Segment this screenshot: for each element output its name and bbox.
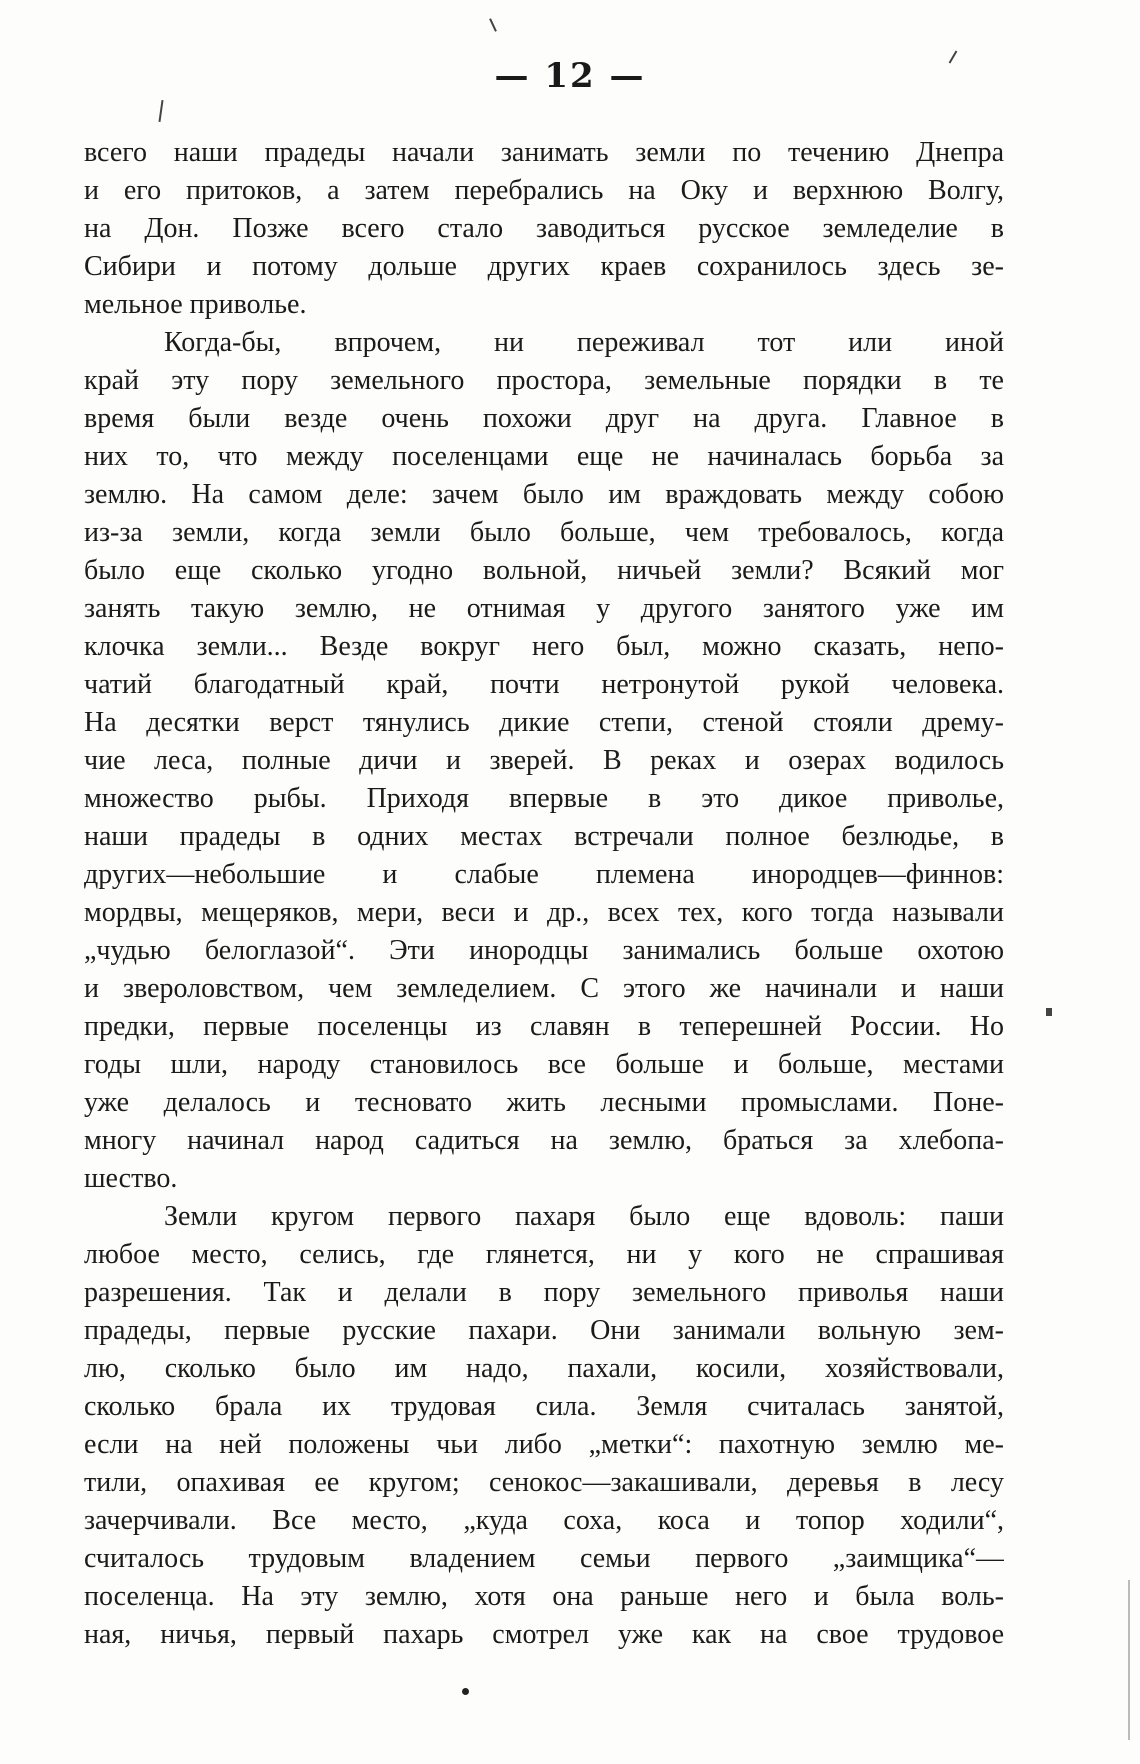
text-block: [84, 134, 1004, 1654]
text-line: край эту пору земельного простора, земельные порядки в те: [84, 365, 1004, 396]
text-line: любое место, селись, где глянется, ни у кого не спрашивая: [84, 1239, 1004, 1270]
text-line: всего наши прадеды начали занимать земли по течению Днепра: [84, 137, 1004, 168]
paragraph-1: [84, 134, 1004, 324]
paragraph-2: [84, 324, 1004, 1198]
scan-speck: [1046, 1008, 1052, 1016]
text-line: разрешения. Так и делали в пору земельного приволья наши: [84, 1277, 1004, 1308]
text-line: уже делалось и тесновато жить лесными промыслами. Поне-: [84, 1087, 1004, 1118]
text-line: из-за земли, когда земли было больше, чем требовалось, когда: [84, 517, 1004, 548]
text-line: чие леса, полные дичи и зверей. В реках и озерах водилось: [84, 745, 1004, 776]
text-line: поселенца. На эту землю, хотя она раньше него и была воль-: [84, 1581, 1004, 1612]
text-line: и звероловством, чем земледелием. С этого же начинали и наши: [84, 973, 1004, 1004]
text-line: предки, первые поселенцы из славян в теперешней России. Но: [84, 1011, 1004, 1042]
text-line: если на ней положены чьи либо „метки“: пахотную землю ме-: [84, 1429, 1004, 1460]
text-line: прадеды, первые русские пахари. Они занимали вольную зем-: [84, 1315, 1004, 1346]
text-line: время были везде очень похожи друг на друга. Главное в: [84, 403, 1004, 434]
text-line: было еще сколько угодно вольной, ничьей земли? Всякий мог: [84, 555, 1004, 586]
text-line: множество рыбы. Приходя впервые в это дикое приволье,: [84, 783, 1004, 814]
text-line: лю, сколько было им надо, пахали, косили, хозяйствовали,: [84, 1353, 1004, 1384]
text-line: землю. На самом деле: зачем было им враждовать между собою: [84, 479, 1004, 510]
text-line: „чудью белоглазой“. Эти инородцы занимались больше охотою: [84, 935, 1004, 966]
text-line: Сибири и потому дольше других краев сохранилось здесь зе-: [84, 251, 1004, 282]
text-line: годы шли, народу становилось все больше и больше, местами: [84, 1049, 1004, 1080]
text-line: считалось трудовым владением семьи первого „заимщика“—: [84, 1543, 1004, 1574]
text-line: других—небольшие и слабые племена инородцев—финнов:: [84, 859, 1004, 890]
text-line: Земли кругом первого пахаря было еще вдоволь: паши: [164, 1201, 1004, 1232]
text-line: Когда-бы, впрочем, ни переживал тот или иной: [164, 327, 1004, 358]
scan-speck: [489, 18, 497, 32]
scan-speck: [158, 100, 163, 122]
text-line: наши прадеды в одних местах встречали полное безлюдье, в: [84, 821, 1004, 852]
text-line: мельное приволье.: [84, 289, 307, 320]
text-line: тили, опахивая ее кругом; сенокос—закашивали, деревья в лесу: [84, 1467, 1004, 1498]
text-line: мордвы, мещеряков, мери, веси и др., всех тех, кого тогда называли: [84, 897, 1004, 928]
text-line: них то, что между поселенцами еще не начиналась борьба за: [84, 441, 1004, 472]
text-line: чатий благодатный край, почти нетронутой рукой человека.: [84, 669, 1004, 700]
text-line: сколько брала их трудовая сила. Земля считалась занятой,: [84, 1391, 1004, 1422]
scan-speck: [1128, 1580, 1130, 1740]
text-line: На десятки верст тянулись дикие степи, стеной стояли дрему-: [84, 707, 1004, 738]
text-line: шество.: [84, 1163, 178, 1194]
scan-speck: [462, 1688, 469, 1695]
text-line: и его притоков, а затем перебрались на Оку и верхнюю Волгу,: [84, 175, 1004, 206]
text-line: на Дон. Позже всего стало заводиться русское земледелие в: [84, 213, 1004, 244]
page-number: — 12 —: [494, 56, 646, 96]
text-line: зачерчивали. Все место, „куда соха, коса и топор ходили“,: [84, 1505, 1004, 1536]
text-line: ная, ничья, первый пахарь смотрел уже как на свое трудовое: [84, 1619, 1004, 1650]
text-line: занять такую землю, не отнимая у другого занятого уже им: [84, 593, 1004, 624]
text-line: клочка земли... Везде вокруг него был, можно сказать, непо-: [84, 631, 1004, 662]
paragraph-3: [84, 1198, 1004, 1654]
text-line: многу начинал народ садиться на землю, браться за хлебопа-: [84, 1125, 1004, 1156]
